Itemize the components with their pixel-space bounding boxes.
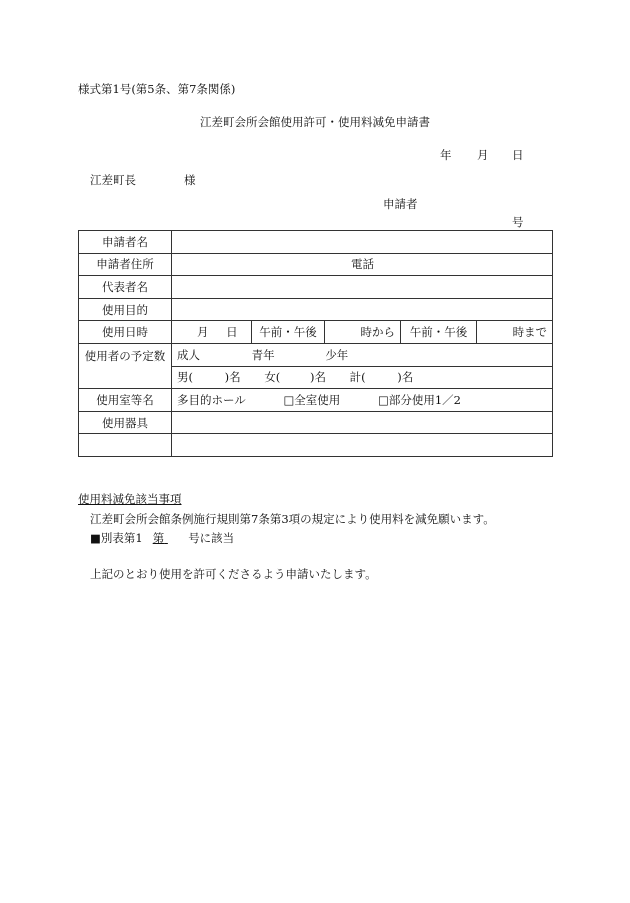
table-row bbox=[79, 298, 553, 321]
female-label: 女( bbox=[264, 370, 281, 385]
total-label: 計( bbox=[349, 370, 366, 385]
equipment-label: 使用器具 bbox=[79, 411, 172, 434]
addressee: 江差町長 bbox=[90, 173, 136, 187]
equipment-field[interactable] bbox=[172, 411, 553, 434]
day-label: 日 bbox=[226, 325, 238, 340]
table-row bbox=[79, 231, 553, 254]
room-partial-checkbox[interactable]: □部分使用1／2 bbox=[377, 392, 461, 407]
applicant-address-field[interactable] bbox=[172, 253, 553, 276]
total-unit-label: )名 bbox=[397, 370, 414, 385]
time-from-field[interactable]: 時から bbox=[325, 321, 401, 344]
reduction-body: 江差町会所会館条例施行規則第7条第3項の規定により使用料を減免願います。 bbox=[90, 512, 495, 526]
blank-field[interactable] bbox=[172, 434, 553, 457]
representative-field[interactable] bbox=[172, 276, 553, 299]
male-unit-label: )名 bbox=[224, 370, 241, 385]
expected-users-label: 使用者の予定数 bbox=[79, 343, 172, 388]
date-month-label: 月 bbox=[477, 148, 489, 162]
blank-label-cell bbox=[79, 434, 172, 457]
addressee-honorific: 様 bbox=[184, 173, 196, 187]
applicant-address-label: 申請者住所 bbox=[79, 253, 172, 276]
datetime-label: 使用日時 bbox=[79, 321, 172, 344]
applicant-name-label: 申請者名 bbox=[79, 231, 172, 254]
closing-statement: 上記のとおり使用を許可くださるよう申請いたします。 bbox=[90, 567, 377, 581]
table-row bbox=[79, 276, 553, 299]
rooms-field bbox=[172, 389, 553, 412]
table-row bbox=[79, 343, 553, 366]
phone-label: 電話 bbox=[351, 257, 374, 272]
table-row bbox=[79, 389, 553, 412]
reduction-item-suffix: 号に該当 bbox=[188, 531, 235, 545]
rooms-label: 使用室等名 bbox=[79, 389, 172, 412]
representative-label: 代表者名 bbox=[79, 276, 172, 299]
reduction-item bbox=[90, 530, 234, 546]
youth-label: 青年 bbox=[251, 347, 275, 362]
ampm-end-field[interactable]: 午前・午後 bbox=[401, 321, 477, 344]
table-row bbox=[79, 253, 553, 276]
date-year-label: 年 bbox=[440, 148, 452, 162]
reduction-item-prefix: ■別表第1 bbox=[90, 531, 143, 545]
table-row bbox=[79, 321, 553, 344]
female-unit-label: )名 bbox=[309, 370, 326, 385]
adult-label: 成人 bbox=[177, 347, 200, 362]
male-label: 男( bbox=[177, 370, 193, 385]
form-number: 様式第1号(第5条、第7条関係) bbox=[78, 82, 236, 96]
purpose-field[interactable] bbox=[172, 298, 553, 321]
date-field[interactable] bbox=[172, 321, 252, 344]
room-full-checkbox[interactable]: □全室使用 bbox=[283, 392, 341, 407]
expected-users-age-field[interactable] bbox=[172, 343, 553, 366]
room-hall-label: 多目的ホール bbox=[177, 392, 246, 407]
applicant-label: 申請者 bbox=[383, 197, 418, 211]
expected-users-gender-field[interactable] bbox=[172, 366, 553, 389]
purpose-label: 使用目的 bbox=[79, 298, 172, 321]
table-row bbox=[79, 411, 553, 434]
reduction-item-dai: 第 bbox=[152, 531, 165, 545]
applicant-name-field[interactable] bbox=[172, 231, 553, 254]
month-label: 月 bbox=[197, 325, 209, 340]
date-day-label: 日 bbox=[512, 148, 524, 162]
reduction-item-blank[interactable] bbox=[153, 530, 189, 546]
junior-label: 少年 bbox=[325, 347, 349, 362]
application-form-table bbox=[78, 230, 553, 457]
table-row bbox=[79, 434, 553, 457]
number-label: 号 bbox=[512, 215, 524, 229]
reduction-heading: 使用料減免該当事項 bbox=[78, 492, 182, 506]
ampm-start-field[interactable]: 午前・午後 bbox=[252, 321, 325, 344]
reduction-item-number-blank[interactable] bbox=[164, 531, 188, 545]
time-until-field[interactable]: 時まで bbox=[477, 321, 553, 344]
document-title: 江差町会所会館使用許可・使用料減免申請書 bbox=[200, 115, 430, 129]
